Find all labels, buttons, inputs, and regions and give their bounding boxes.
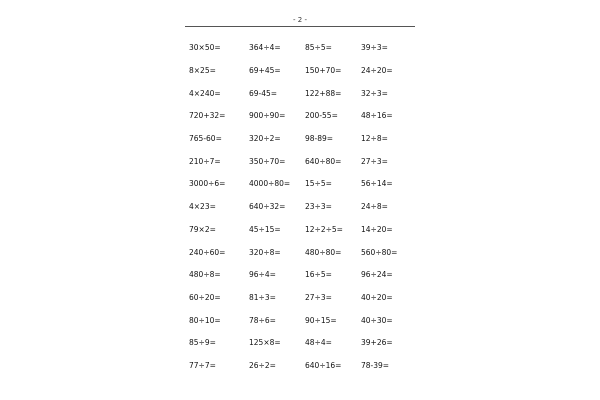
page-number: - 2 - xyxy=(293,16,307,24)
problem-r3-c3: 122+88= xyxy=(305,88,342,98)
problem-r5-c4: 12÷8= xyxy=(361,134,388,144)
problem-r6-c4: 27÷3= xyxy=(361,156,388,166)
problem-r1-c1: 30×50= xyxy=(189,43,221,53)
problem-r12-c2: 81÷3= xyxy=(249,292,276,302)
problem-r8-c3: 23÷3= xyxy=(305,202,332,212)
problem-r7-c3: 15÷5= xyxy=(305,179,332,189)
problem-r8-c2: 640÷32= xyxy=(249,202,286,212)
problem-r13-c3: 90÷15= xyxy=(305,315,337,325)
problem-r3-c1: 4×240= xyxy=(189,88,221,98)
problem-r8-c4: 24÷8= xyxy=(361,202,388,212)
problem-r7-c4: 56÷14= xyxy=(361,179,393,189)
problem-r2-c2: 69+45= xyxy=(249,66,281,76)
problem-r14-c4: 39+26= xyxy=(361,338,393,348)
problem-r10-c3: 480÷80= xyxy=(305,247,342,257)
problem-r13-c1: 80÷10= xyxy=(189,315,221,325)
problem-r3-c2: 69-45= xyxy=(249,88,278,98)
problem-r11-c4: 96÷24= xyxy=(361,270,393,280)
problem-r2-c3: 150+70= xyxy=(305,66,342,76)
problem-r1-c3: 85÷5= xyxy=(305,43,332,53)
problem-r5-c2: 320÷2= xyxy=(249,134,281,144)
problem-r4-c2: 900÷90= xyxy=(249,111,286,121)
problem-r10-c2: 320÷8= xyxy=(249,247,281,257)
problem-r12-c3: 27÷3= xyxy=(305,292,332,302)
problem-r14-c3: 48÷4= xyxy=(305,338,332,348)
problem-r5-c1: 765-60= xyxy=(189,134,222,144)
problem-r11-c3: 16÷5= xyxy=(305,270,332,280)
problem-r4-c4: 48÷16= xyxy=(361,111,393,121)
arithmetic-problem-grid xyxy=(189,37,409,373)
problem-r2-c4: 24÷20= xyxy=(361,66,393,76)
problem-r15-c4: 78-39= xyxy=(361,360,390,370)
problem-r6-c2: 350÷70= xyxy=(249,156,286,166)
problem-r9-c3: 12÷2÷5= xyxy=(305,224,343,234)
problem-r15-c2: 26÷2= xyxy=(249,360,276,370)
problem-r6-c1: 210÷7= xyxy=(189,156,221,166)
problem-r4-c3: 200-55= xyxy=(305,111,338,121)
header-rule xyxy=(185,26,415,27)
problem-r12-c1: 60÷20= xyxy=(189,292,221,302)
problem-r13-c4: 40÷30= xyxy=(361,315,393,325)
problem-r11-c1: 480÷8= xyxy=(189,270,221,280)
problem-r7-c2: 4000÷80= xyxy=(249,179,291,189)
problem-r2-c1: 8×25= xyxy=(189,66,216,76)
problem-r6-c3: 640÷80= xyxy=(305,156,342,166)
problem-r14-c1: 85÷9= xyxy=(189,338,216,348)
problem-r5-c3: 98-89= xyxy=(305,134,334,144)
problem-r14-c2: 125×8= xyxy=(249,338,281,348)
problem-r13-c2: 78÷6= xyxy=(249,315,276,325)
problem-r9-c1: 79×2= xyxy=(189,224,216,234)
problem-r9-c4: 14÷20= xyxy=(361,224,393,234)
problem-r15-c1: 77÷7= xyxy=(189,360,216,370)
problem-r10-c1: 240÷60= xyxy=(189,247,226,257)
problem-r4-c1: 720+32= xyxy=(189,111,226,121)
problem-r7-c1: 3000÷6= xyxy=(189,179,226,189)
problem-r1-c4: 39÷3= xyxy=(361,43,388,53)
problem-r8-c1: 4×23= xyxy=(189,202,216,212)
problem-r10-c4: 560÷80= xyxy=(361,247,398,257)
problem-r9-c2: 45÷15= xyxy=(249,224,281,234)
problem-r12-c4: 40÷20= xyxy=(361,292,393,302)
problem-r3-c4: 32÷3= xyxy=(361,88,388,98)
problem-r11-c2: 96÷4= xyxy=(249,270,276,280)
problem-r1-c2: 364÷4= xyxy=(249,43,281,53)
problem-r15-c3: 640÷16= xyxy=(305,360,342,370)
